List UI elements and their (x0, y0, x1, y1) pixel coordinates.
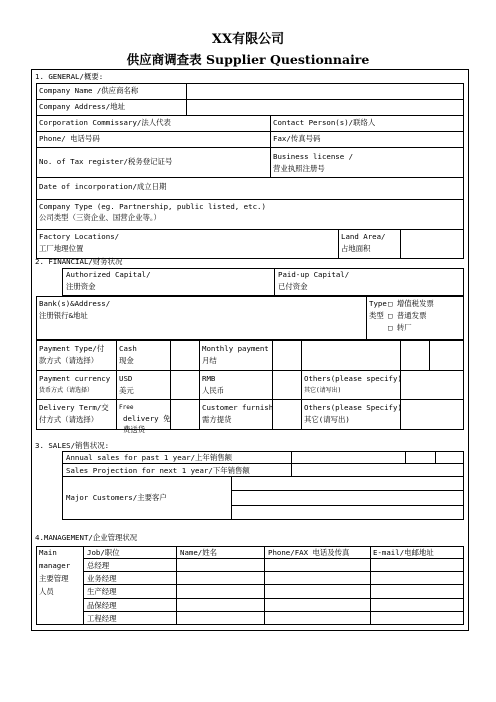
corporation-commissary-label: Corporation Commissary/法人代表 (39, 118, 171, 127)
role-sales-manager: 业务经理 (87, 574, 117, 583)
factory-locations-label-cn: 工厂地理位置 (39, 244, 84, 253)
invoice-option-vat[interactable]: □ 增值税发票 (388, 299, 434, 308)
phone-label: Phone/ 电话号码 (39, 134, 100, 143)
company-address-label: Company Address/地址 (39, 102, 125, 111)
main-manager-label-2: manager (39, 561, 71, 570)
invoice-type-label: Type (369, 299, 387, 308)
payment-currency-label-cn: 货币方式（请选择） (39, 387, 94, 394)
contact-person-label: Contact Person(s)/联络人 (273, 118, 376, 127)
section-management-heading: 4.MANAGEMENT/企业管理状况 (35, 533, 138, 542)
company-type-label-cn: 公司类型（三资企业、国营企业等。） (39, 213, 161, 222)
free-delivery-option-line2: delivery 免 (123, 414, 171, 423)
column-job: Job/职位 (87, 548, 120, 557)
role-production-manager: 生产经理 (87, 587, 117, 596)
page-title: 供应商调查表 Supplier Questionnaire (126, 52, 370, 67)
fax-label: Fax/传真号码 (273, 134, 321, 143)
payment-currency-label: Payment currency (39, 374, 111, 383)
monthly-payment-option-cn: 月结 (202, 356, 217, 365)
tax-register-label: No. of Tax register/税务登记证号 (39, 157, 173, 166)
date-incorporation-label: Date of incorporation/成立日期 (39, 182, 167, 191)
usd-option-cn: 美元 (119, 386, 134, 395)
main-manager-label-4: 人员 (39, 587, 54, 596)
main-manager-label-3: 主要管理 (39, 574, 69, 583)
column-phone-fax: Phone/FAX 电话及传真 (268, 548, 350, 557)
company-name-title: XX有限公司 (211, 32, 285, 47)
land-area-label-cn: 占地面积 (341, 244, 371, 253)
role-general-manager: 总经理 (87, 561, 110, 570)
delivery-term-label: Delivery Term/交 (39, 403, 109, 412)
major-customers-label: Major Customers/主要客户 (66, 493, 167, 502)
invoice-type-label-cn: 类型 (369, 311, 384, 320)
business-license-label: Business license / (273, 152, 354, 161)
column-name: Name/姓名 (180, 548, 218, 557)
company-type-label: Company Type (eg. Partnership, public listed, etc.) (39, 202, 266, 211)
role-qa-manager: 品保经理 (87, 601, 117, 610)
customer-furnish-option[interactable]: Customer furnish (202, 403, 274, 412)
land-area-label: Land Area/ (341, 232, 386, 241)
currency-others-option-cn: 其它(请写出) (304, 387, 342, 394)
free-delivery-option-line3: 费送货 (123, 425, 146, 434)
cash-option-cn: 现金 (119, 356, 134, 365)
rmb-option[interactable]: RMB (202, 374, 216, 383)
customer-furnish-option-cn: 需方提货 (202, 415, 232, 424)
payment-type-label-cn: 款方式（请选择） (39, 356, 99, 365)
bank-address-label: Bank(s)&Address/ (39, 299, 111, 308)
paid-up-capital-label-cn: 已付资金 (278, 282, 308, 291)
invoice-option-normal[interactable]: □ 普通发票 (388, 311, 427, 320)
usd-option[interactable]: USD (119, 374, 133, 383)
free-delivery-option[interactable]: Free (119, 404, 134, 411)
bank-address-label-cn: 注册银行&地址 (39, 311, 88, 320)
authorized-capital-label-cn: 注册资金 (66, 282, 96, 291)
section-sales-heading: 3. SALES/销售状况: (35, 441, 110, 450)
monthly-payment-option[interactable]: Monthly payment (202, 344, 269, 353)
business-license-label-cn: 营业执照注册号 (273, 164, 325, 173)
sales-projection-label: Sales Projection for next 1 year/下年销售额 (66, 466, 250, 475)
role-engineering-manager: 工程经理 (87, 614, 117, 623)
company-name-label: Company Name /供应商名称 (39, 86, 139, 95)
main-manager-label: Main (39, 548, 57, 557)
section-financial-heading: 2. FINANCIAL/财务状况 (35, 257, 123, 266)
annual-sales-label: Annual sales for past 1 year/上年销售额 (66, 453, 232, 462)
section-general-heading: 1. GENERAL/概要: (35, 72, 104, 81)
delivery-others-option[interactable]: Others(please Specify) (304, 403, 402, 412)
currency-others-option[interactable]: Others(please specify) (304, 374, 402, 383)
invoice-option-transfer[interactable]: □ 转厂 (388, 323, 412, 332)
rmb-option-cn: 人民币 (202, 386, 225, 395)
column-email: E-mail/电邮地址 (373, 548, 434, 557)
delivery-others-option-cn: 其它(请写出) (304, 415, 350, 424)
paid-up-capital-label: Paid-up Capital/ (278, 270, 350, 279)
delivery-term-label-cn: 付方式（请选择） (39, 415, 99, 424)
authorized-capital-label: Authorized Capital/ (66, 270, 151, 279)
payment-type-label: Payment Type/付 (39, 344, 105, 353)
factory-locations-label: Factory Locations/ (39, 232, 120, 241)
cash-option[interactable]: Cash (119, 344, 137, 353)
